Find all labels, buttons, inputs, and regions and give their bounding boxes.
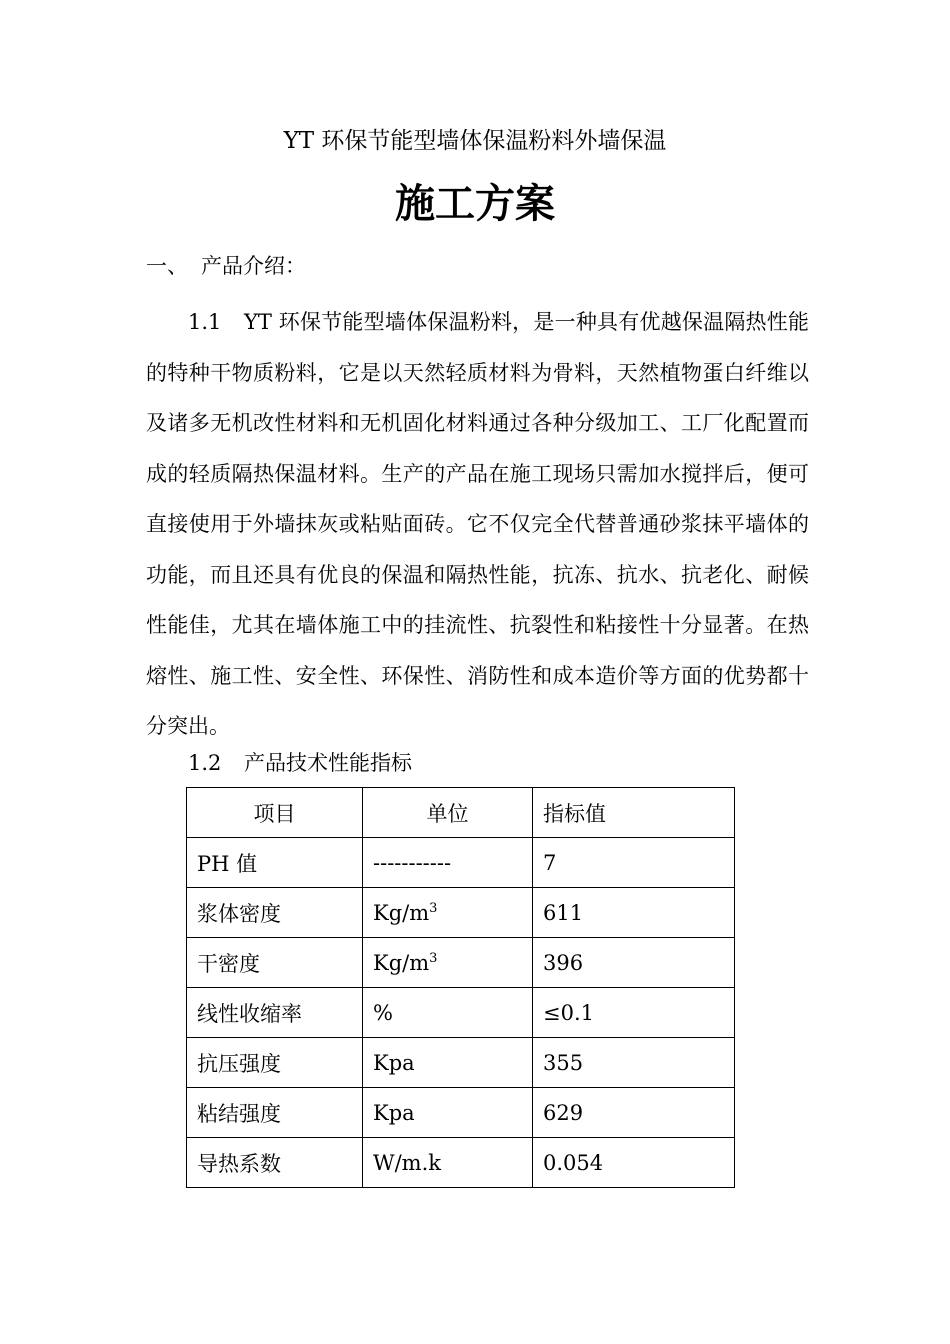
unit-text: Kpa [373,1050,415,1075]
unit-superscript: 3 [429,900,438,916]
table-cell-unit [363,988,533,1038]
table-cell-value: 629 [533,1088,735,1138]
subsection-heading-1-2 [188,746,412,780]
unit-text: W/m.k [373,1150,441,1175]
table-cell-unit [363,838,533,888]
unit-text: Kg/m [373,900,430,925]
unit-text: % [373,1000,393,1025]
document-title: 施工方案 [395,180,555,227]
unit-text: ----------- [373,850,452,875]
table-cell-item: 干密度 [187,938,363,988]
paragraph-1-1 [146,297,809,752]
document-subtitle: YT 环保节能型墙体保温粉料外墙保温 [283,128,667,154]
unit-text: Kpa [373,1100,415,1125]
table-cell-value: ≤0.1 [533,988,735,1038]
table-row [187,988,735,1038]
section-heading-1 [146,250,306,282]
table-cell-unit [363,1088,533,1138]
table-cell-item: 线性收缩率 [187,988,363,1038]
table-header-cell: 项目 [187,788,363,838]
table-row [187,888,735,938]
section-number: 一、 [146,254,188,278]
unit-superscript: 3 [429,950,438,966]
table-row [187,938,735,988]
spec-table [186,787,735,1188]
paragraph-number: 1.1 [188,310,222,334]
table-cell-unit [363,888,533,938]
table-cell-item: 粘结强度 [187,1088,363,1138]
table-cell-unit [363,1038,533,1088]
table-row [187,1038,735,1088]
table-cell-value: 7 [533,838,735,888]
table-header-row [187,788,735,838]
table-cell-value: 0.054 [533,1138,735,1188]
subsection-heading-text: 产品技术性能指标 [244,751,412,775]
table-row [187,1088,735,1138]
table-header-cell: 单位 [363,788,533,838]
section-heading-text: 产品介绍： [201,254,306,278]
table-row [187,838,735,888]
paragraph-text: YT 环保节能型墙体保温粉料，是一种具有优越保温隔热性能的特种干物质粉料，它是以天然轻质材料为骨料，天然植物蛋白纤维以及诸多无机改性材料和无机固化材料通过各种分级加工、工厂化配置而成的轻质隔热保温材料。生产的产品在施工现场只需加水搅拌后，便可直接使用于外墙抹灰或粘贴面砖。它不仅完全代替普通砂浆抹平墙体的功能，而且还具有优良的保温和隔热性能，抗冻、抗水、抗老化、耐候性能佳，尤其在墙体施工中的挂流性、抗裂性和粘接性十分显著。在热熔性、施工性、安全性、环保性、消防性和成本造价等方面的优势都十分突出。 [146,310,809,738]
table-cell-item: 导热系数 [187,1138,363,1188]
subsection-number: 1.2 [188,751,222,775]
table-cell-value: 355 [533,1038,735,1088]
table-row [187,1138,735,1188]
table-header-cell: 指标值 [533,788,735,838]
table-cell-item: PH 值 [187,838,363,888]
unit-text: Kg/m [373,950,430,975]
table-cell-value: 611 [533,888,735,938]
table-cell-item: 浆体密度 [187,888,363,938]
table-cell-value: 396 [533,938,735,988]
table-cell-unit [363,1138,533,1188]
table-cell-unit [363,938,533,988]
table-cell-item: 抗压强度 [187,1038,363,1088]
